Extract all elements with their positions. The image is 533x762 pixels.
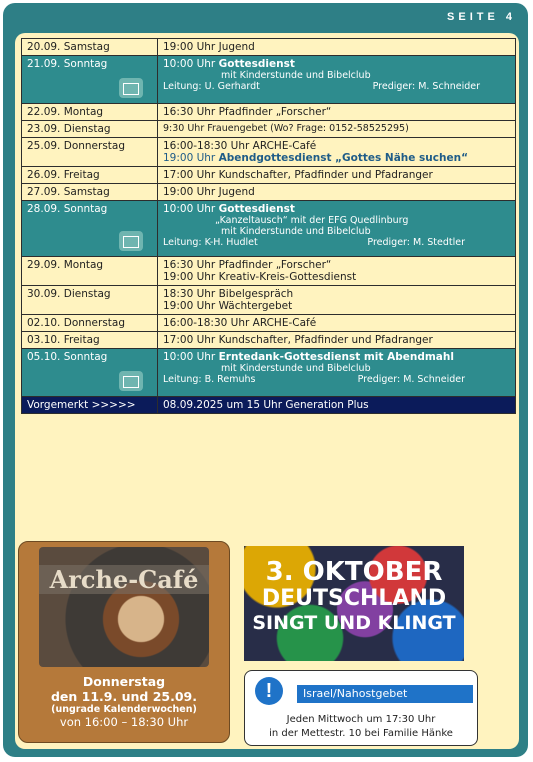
event-line: 16:30 Uhr Pfadfinder „Forscher“ — [163, 106, 332, 118]
deutschland-singt-banner — [244, 546, 464, 661]
event-details — [158, 121, 516, 138]
event-subtitle: mit Kinderstunde und Bibelclub — [221, 226, 371, 237]
event-details — [158, 201, 516, 257]
banner-line2: DEUTSCHLAND — [261, 586, 447, 611]
event-schedule-table — [21, 38, 516, 414]
event-date — [22, 349, 158, 397]
table-row — [22, 104, 516, 121]
event-line: 19:00 Uhr Wächtergebet — [163, 300, 293, 312]
table-row — [22, 39, 516, 56]
event-line: 16:00-18:30 Uhr ARCHE-Café — [163, 317, 317, 329]
event-title: Erntedank-Gottesdienst mit Abendmahl — [218, 351, 454, 363]
event-date — [22, 56, 158, 104]
event-date: 23.09. Dienstag — [22, 121, 158, 138]
banner-line3: SINGT UND KLINGT — [252, 612, 456, 634]
israel-title: Israel/Nahostgebet — [297, 685, 473, 703]
event-details — [158, 138, 516, 167]
event-date: 30.09. Dienstag — [22, 286, 158, 315]
event-date — [22, 201, 158, 257]
event-line: 16:30 Uhr Pfadfinder „Forscher“ — [163, 259, 332, 271]
vorgemerkt-label: Vorgemerkt >>>>> — [22, 397, 158, 414]
event-title: Abendgottesdienst „Gottes Nähe suchen“ — [218, 152, 468, 164]
coffee-cup-photo — [39, 547, 209, 667]
event-line: 17:00 Uhr Kundschafter, Pfadfinder und Pfadranger — [163, 169, 433, 181]
event-title: Gottesdienst — [218, 203, 295, 215]
event-line: 19:00 Uhr Kreativ-Kreis-Gottesdienst — [163, 271, 357, 283]
cafe-day: Donnerstag — [82, 674, 166, 689]
banner-text — [244, 558, 464, 634]
cafe-note: (ungrade Kalenderwochen) — [51, 704, 197, 715]
leitung-text: Leitung: K-H. Hudlet — [163, 237, 258, 248]
prediger-text: Prediger: M. Schneider — [357, 374, 465, 385]
table-row — [22, 184, 516, 201]
table-row — [22, 349, 516, 397]
event-line: 18:30 Uhr Bibelgespräch — [163, 288, 294, 300]
event-date: 26.09. Freitag — [22, 167, 158, 184]
event-line: 16:00-18:30 Uhr ARCHE-Café — [163, 140, 317, 152]
event-date: 27.09. Samstag — [22, 184, 158, 201]
vorgemerkt-text: 08.09.2025 um 15 Uhr Generation Plus — [158, 397, 516, 414]
leitung-text: Leitung: U. Gerhardt — [163, 81, 260, 92]
bible-book-icon — [119, 78, 143, 98]
event-details — [158, 349, 516, 397]
table-row — [22, 257, 516, 286]
event-details — [158, 167, 516, 184]
table-row — [22, 121, 516, 138]
cafe-photo-title: Arche-Café — [39, 565, 209, 594]
israel-line1: Jeden Mittwoch um 17:30 Uhr — [286, 714, 436, 725]
event-date-text: 28.09. Sonntag — [27, 203, 108, 215]
event-details — [158, 104, 516, 121]
event-date: 29.09. Montag — [22, 257, 158, 286]
israel-details — [245, 713, 477, 741]
event-time: 10:00 Uhr — [163, 351, 216, 363]
table-row — [22, 332, 516, 349]
event-time: 10:00 Uhr — [163, 58, 216, 70]
event-date: 03.10. Freitag — [22, 332, 158, 349]
event-details — [158, 184, 516, 201]
event-line: 19:00 Uhr Jugend — [163, 41, 255, 53]
event-date: 25.09. Donnerstag — [22, 138, 158, 167]
event-subtitle: mit Kinderstunde und Bibelclub — [221, 70, 371, 81]
arche-cafe-card — [18, 541, 230, 743]
event-details — [158, 56, 516, 104]
table-row — [22, 138, 516, 167]
event-subtitle: „Kanzeltausch“ mit der EFG Quedlinburg — [215, 215, 409, 226]
event-leadership — [163, 81, 510, 92]
event-leadership — [163, 237, 510, 248]
bible-book-icon — [119, 231, 143, 251]
cafe-info — [19, 670, 229, 729]
event-date-text: 21.09. Sonntag — [27, 58, 108, 70]
event-leadership — [163, 374, 510, 385]
event-time: 10:00 Uhr — [163, 203, 216, 215]
israel-prayer-box — [244, 670, 478, 746]
bible-book-icon — [119, 371, 143, 391]
table-row — [22, 397, 516, 414]
event-subtitle: mit Kinderstunde und Bibelclub — [221, 363, 371, 374]
cafe-dates: den 11.9. und 25.09. — [50, 689, 197, 704]
prediger-text: Prediger: M. Schneider — [372, 81, 480, 92]
event-date: 22.09. Montag — [22, 104, 158, 121]
event-date: 20.09. Samstag — [22, 39, 158, 56]
event-time: 19:00 Uhr — [163, 152, 219, 164]
table-row — [22, 315, 516, 332]
event-date-text: 05.10. Sonntag — [27, 351, 108, 363]
event-details — [158, 257, 516, 286]
page-number: SEITE 4 — [447, 11, 516, 23]
banner-line1: 3. OKTOBER — [265, 557, 443, 587]
event-date: 02.10. Donnerstag — [22, 315, 158, 332]
table-row — [22, 56, 516, 104]
event-details — [158, 286, 516, 315]
leitung-text: Leitung: B. Remuhs — [163, 374, 256, 385]
event-title: Gottesdienst — [218, 58, 295, 70]
event-details — [158, 39, 516, 56]
event-details — [158, 332, 516, 349]
prediger-text: Prediger: M. Stedtler — [367, 237, 465, 248]
exclamation-icon: ! — [255, 677, 283, 705]
table-row — [22, 286, 516, 315]
cafe-time: von 16:00 – 18:30 Uhr — [59, 715, 189, 729]
israel-line2: in der Mettestr. 10 bei Familie Hänke — [269, 728, 453, 739]
event-line: 19:00 Uhr Jugend — [163, 186, 255, 198]
event-line: 17:00 Uhr Kundschafter, Pfadfinder und Pfadranger — [163, 334, 433, 346]
table-row — [22, 201, 516, 257]
event-details — [158, 315, 516, 332]
event-line: 9:30 Uhr Frauengebet (Wo? Frage: 0152-58525295) — [163, 123, 409, 134]
table-row — [22, 167, 516, 184]
header-strip — [3, 3, 528, 33]
